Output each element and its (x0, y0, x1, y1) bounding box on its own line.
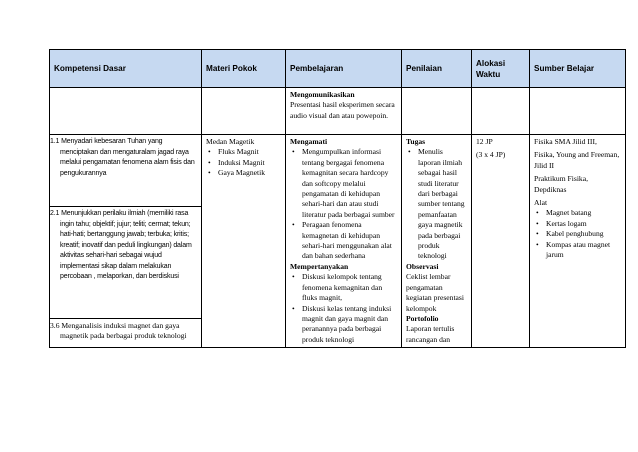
bullet-icon: • (292, 147, 295, 157)
bullet-icon: • (208, 157, 211, 167)
bullet-icon: • (292, 303, 295, 313)
header-pembelajaran: Pembelajaran (286, 50, 402, 88)
alokasi-cell (472, 135, 530, 348)
sumber-line: Fisika, Young and Freeman, Jilid II (534, 150, 620, 170)
list-item: • Kertas logam (536, 218, 587, 228)
menanya-heading: Mempertanyakan (290, 261, 349, 271)
observasi-heading: Observasi (406, 261, 439, 271)
prev-penilaian-cell (402, 88, 472, 135)
observasi-text: Ceklist lembar pengamatan kegiatan presentasi kelompok (406, 272, 464, 313)
kd-3-6: 3.6 Menganalisis induksi magnet dan gaya magnetik pada berbagai produk teknologi (50, 318, 201, 344)
bullet-icon: • (536, 218, 539, 228)
penilaian-cell (402, 135, 472, 348)
list-item: • Fluks Magnit (208, 147, 259, 157)
bullet-icon: • (536, 229, 539, 239)
list-item: • Induksi Magnit (208, 157, 265, 167)
header-penilaian: Penilaian (402, 50, 472, 88)
main-row (50, 135, 626, 348)
list-item: • Menulis laporan ilmiah sebagai hasil studi literatur dari berbagai sumber tentang pemanfaatan gaya magnetik pada berbagai produk teknologi (408, 147, 465, 261)
header-materi: Materi Pokok (202, 50, 286, 88)
sumber-cell (530, 135, 626, 348)
sumber-line: Fisika SMA Jilid III, (534, 137, 597, 146)
alokasi-jp: 12 JP (476, 137, 493, 146)
list-item: • Peragaan fenomena kemagnetan di kehidupan sehari-hari menggunakan alat dan bahan sederhana (292, 220, 392, 261)
sumber-alat-label: Alat (534, 198, 548, 208)
bullet-icon: • (208, 168, 211, 178)
mengamati-list (290, 147, 397, 261)
list-item: • Magnet batang (536, 208, 592, 218)
mengomunikasikan-text: Presentasi hasil eksperimen secara audio visual dan atau powepoin. (290, 100, 395, 120)
mengamati-heading: Mengamati (290, 137, 328, 146)
portofolio-heading: Portofolio (406, 313, 439, 323)
sumber-line: Praktikum Fisika, (534, 174, 589, 184)
mengomunikasikan-heading: Mengomunikasikan (290, 90, 355, 99)
kd-2-1: 2.1 Menunjukkan perilaku ilmiah (memiliki rasa ingin tahu; objektif; jujur; teliti; cermat; tekun; hati-hati; bertanggung jawab; terbuka; kritis; kreatif; inovatif dan peduli lingkungan) dalam aktivitas sehari-hari sebagai wujud implementasi sikap dalam melakukan percobaan , melaporkan, dan berdiskusi (50, 206, 201, 318)
materi-list (206, 147, 281, 178)
prev-sumber-cell (530, 88, 626, 135)
bullet-icon: • (408, 147, 411, 157)
list-item: • Kabel penghubung (536, 229, 604, 239)
sumber-line: Depdiknas (534, 184, 567, 194)
list-item: • Kompas atau magnet jarum (536, 239, 611, 260)
bullet-icon: • (292, 220, 295, 230)
bullet-icon: • (536, 208, 539, 218)
tugas-list (406, 147, 467, 261)
header-sumber: Sumber Belajar (530, 50, 626, 88)
prev-kompetensi-cell (50, 88, 202, 135)
kd-1-1: 1.1 Menyadari kebesaran Tuhan yang menciptakan dan mengaturalam jagad raya melalui pengamatan fenomena alam fisis dan pengukurannya (50, 138, 195, 177)
tugas-heading: Tugas (406, 137, 426, 146)
pembelajaran-cell (286, 135, 402, 348)
bullet-icon: • (536, 239, 539, 249)
continuation-row (50, 88, 626, 135)
bullet-icon: • (292, 272, 295, 282)
alokasi-detail: (3 x 4 JP) (476, 150, 506, 160)
header-kompetensi: Kompetensi Dasar (50, 50, 202, 88)
kompetensi-cell (50, 135, 202, 348)
materi-title: Medan Magetik (206, 137, 255, 146)
prev-pembelajaran-cell (286, 88, 402, 135)
list-item: • Gaya Magnetik (208, 168, 266, 178)
list-item: • Diskusi kelas tentang induksi magnit dan gaya magnit dan peranannya pada berbagai produk teknologi (292, 303, 392, 344)
header-alokasi: Alokasi Waktu (472, 50, 530, 88)
prev-alokasi-cell (472, 88, 530, 135)
list-item: • Diskusi kelompok tentang fenomena kemagnitan dan fluks magnit, (292, 272, 383, 303)
header-row (50, 50, 626, 88)
alat-list (534, 208, 621, 260)
materi-cell (202, 135, 286, 348)
syllabus-table (49, 49, 626, 348)
prev-materi-cell (202, 88, 286, 135)
menanya-list (290, 272, 397, 345)
list-item: • Mengumpulkan informasi tentang bergagai fenomena kemagnitan secara hardcopy dan softcopy melalui pengamatan di kehidupan sehari-hari dan atau studi literatur pada berbagai sumber (292, 147, 395, 219)
portofolio-text: Laporan tertulis rancangan dan (406, 324, 455, 344)
bullet-icon: • (208, 147, 211, 157)
